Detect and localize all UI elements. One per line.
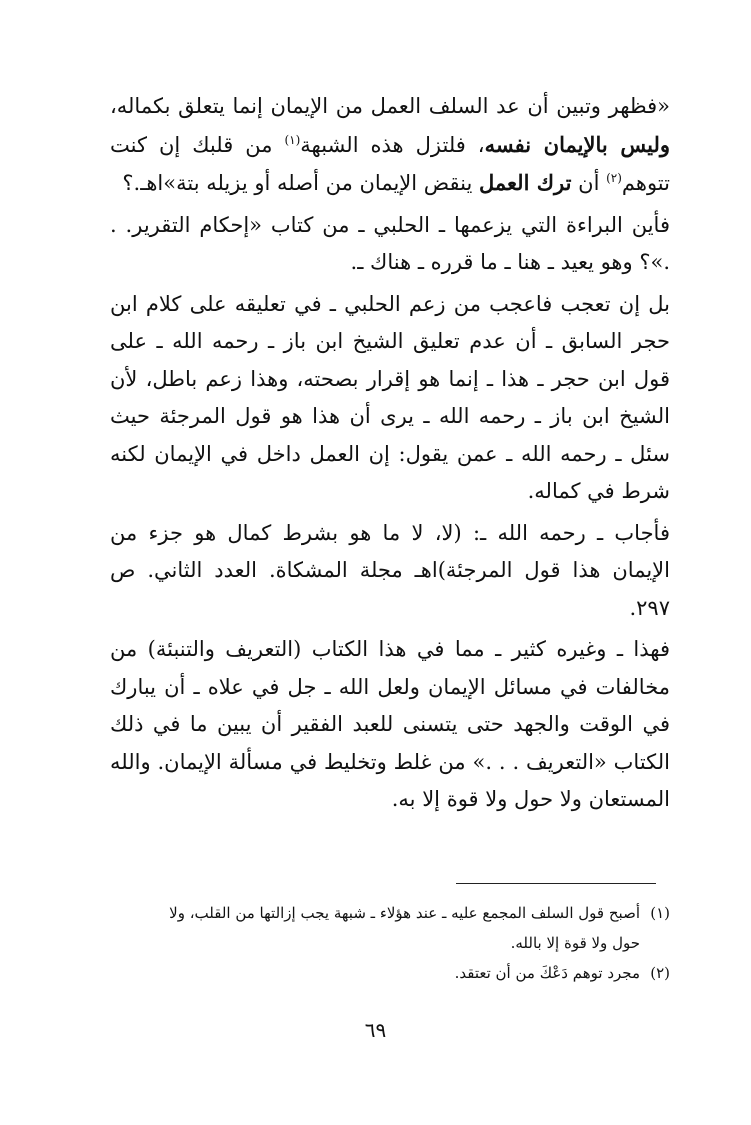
footnote-1-continuation: حول ولا قوة إلا بالله. [510, 934, 640, 952]
footnote-1 [110, 898, 670, 928]
footnote-divider [456, 883, 656, 884]
text-run: ينقض الإيمان من أصله أو يزيله بتة»اهـ.؟ [122, 171, 479, 195]
text-run: من قلبك إن كنت تتوهم [110, 132, 670, 195]
footnote-2 [110, 958, 670, 988]
paragraph-4: فأجاب ـ رحمه الله ـ: (لا، لا ما هو بشرط كمال هو جزء من الإيمان هذا قول المرجئة)اهـ مجلة المشكاة. العدد الثاني. ص ٢٩٧. [110, 520, 670, 620]
footnote-ref-2[interactable]: (٢) [606, 171, 622, 185]
footnote-number: (٢) [650, 964, 670, 982]
text-run: ، فلتزل هذه الشبهة [300, 132, 485, 157]
paragraph-quote [110, 88, 670, 203]
bold-run: وليس بالإيمان نفسه [484, 131, 670, 157]
footnote-number: (١) [650, 904, 670, 922]
footnote-ref-1[interactable]: (١) [284, 132, 301, 147]
text-run: أن [571, 171, 607, 195]
paragraph-5: فهذا ـ وغيره كثير ـ مما في هذا الكتاب (التعريف والتنبئة) من مخالفات في مسائل الإيمان ولعل الله ـ جل في علاه ـ أن يبارك في الوقت والجهد حتى يتسنى للعبد الفقير أن يبين ما في ذلك الكتاب «التعريف . . .» من غلط وتخليط في مسألة الإيمان. والله المستعان ولا حول ولا قوة إلا به. [110, 637, 670, 811]
text-run: «فظهر وتبين أن عد السلف العمل من الإيمان إنما يتعلق بكماله، [110, 94, 670, 118]
footnote-text: أصبح قول السلف المجمع عليه ـ عند هؤلاء ـ شبهة يجب إزالتها من القلب، ولا [169, 904, 640, 922]
paragraph-3: بل إن تعجب فاعجب من زعم الحلبي ـ في تعليقه على كلام ابن حجر السابق ـ أن عدم تعليق الشيخ ابن باز ـ رحمه الله ـ على قول ابن حجر ـ هذا ـ إنما هو إقرار بصحته، وهذا زعم باطل، لأن الشيخ ابن باز ـ رحمه الله ـ يرى أن هذا هو قول المرجئة حيث سئل ـ رحمه الله ـ عمن يقول: إن العمل داخل في الإيمان لكنه شرط في كماله. [110, 291, 670, 503]
page-body [110, 88, 670, 823]
paragraph-2: فأين البراءة التي يزعمها ـ الحلبي ـ من كتاب «إحكام التقرير. . .»؟ وهو يعيد ـ هنا ـ ما قرره ـ هناك ـ. [110, 212, 670, 274]
page-number: ٦٩ [364, 1018, 387, 1042]
footnotes [110, 898, 670, 988]
bold-run: ترك العمل [479, 170, 572, 195]
footnote-text: مجرد توهم دَعْكَ من أن تعتقد. [454, 964, 640, 982]
